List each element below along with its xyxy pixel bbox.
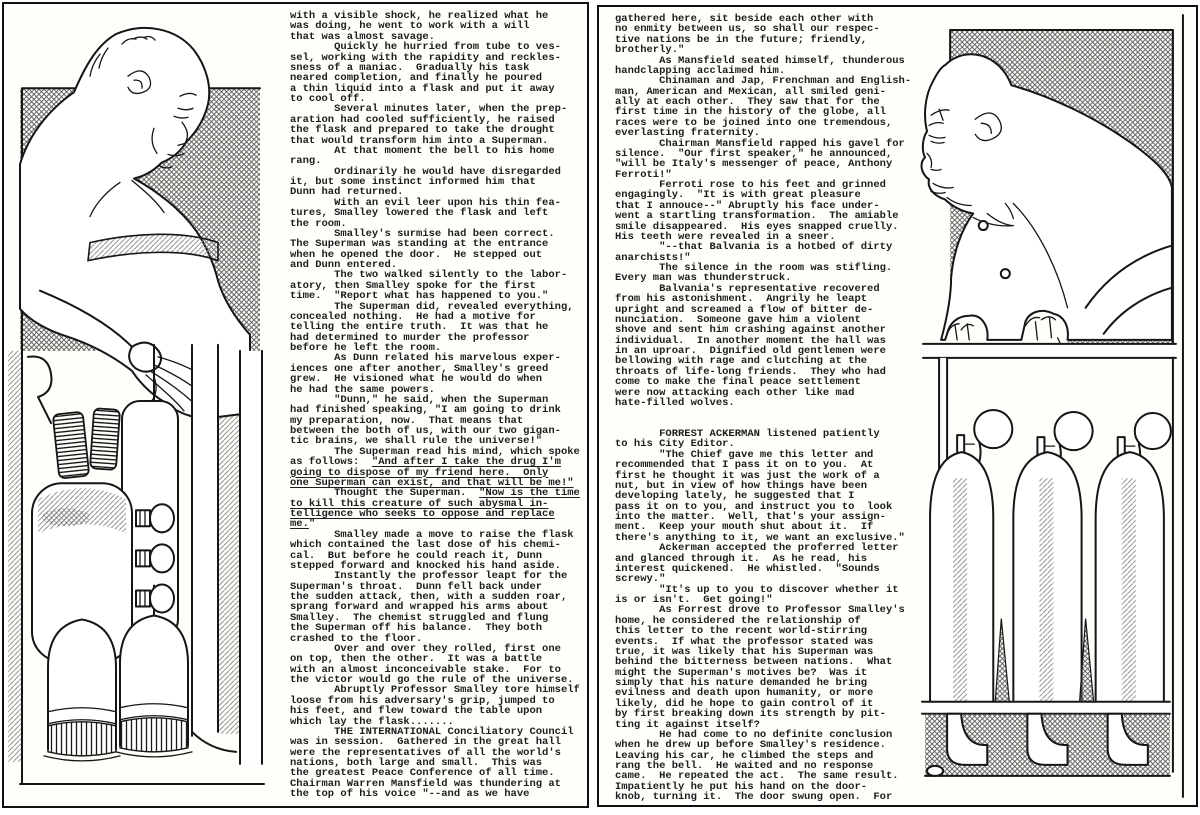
text-line: Smalley. The chemist struggled and flung <box>290 611 549 624</box>
text-line: that was almost savage. <box>290 30 435 43</box>
text-line: a thin liquid into a flask and put it away <box>290 82 555 95</box>
text-line: the flask and prepared to take the drought <box>290 124 555 137</box>
text-line: The two walked silently to the labor- <box>290 269 568 282</box>
text-line: the room. <box>290 217 347 230</box>
text-line: was doing, he went to work with a will <box>290 20 530 33</box>
text-line: As Mansfield seated himself, thunderous <box>615 54 905 67</box>
illustration-professor-at-lab-bench <box>4 4 276 806</box>
text-line: tic brains, we shall rule the universe!" <box>290 435 543 448</box>
text-line: Abruptly Professor Smalley tore himself <box>290 684 580 697</box>
text-line: that I annouce--" Abruptly his face under- <box>615 199 880 212</box>
text-line: is or isn't. Get going!" <box>615 594 773 606</box>
text-line: were the representatives of all the world's <box>290 746 561 759</box>
text-line: cal. But before he could reach it, Dunn <box>290 549 543 562</box>
text-line: knob, turning it. The door swung open. For <box>615 791 893 804</box>
text-line: "The Chief gave me this letter and <box>615 448 874 461</box>
text-line: interest quickened. He whistled. "Sounds <box>615 562 880 575</box>
text-line: Leaving his car, he climbed the steps and <box>615 749 874 762</box>
text-line: FORREST ACKERMAN listened patiently <box>615 428 880 440</box>
right-page <box>597 5 1198 807</box>
text-line: ment. Keep your mouth shut about it. If <box>615 521 874 534</box>
superman-table-drawing <box>917 7 1196 805</box>
text-line <box>615 408 915 418</box>
text-line: events. If what the professor stated was <box>615 635 874 648</box>
text-line: this letter to the recent world-stirring <box>615 625 868 638</box>
text-line: screwy." <box>615 573 666 586</box>
text-line: with an almost inconceivable stake. For to <box>290 663 561 676</box>
text-line: in an uproar. Dignified old gentlemen were <box>615 345 886 357</box>
text-line: came. He repeated the act. The same result. <box>615 770 899 783</box>
text-line: had determined to murder the professor <box>290 331 530 344</box>
left-page-text-column <box>276 4 587 806</box>
text-line: pass it on to you, and instruct you to look <box>615 500 893 513</box>
text-line: Balvania's representative recovered <box>615 282 880 295</box>
left-page <box>2 2 589 808</box>
text-line: Thought the Superman. "Now is the time <box>290 487 580 500</box>
text-line: Chairman Mansfield rapped his gavel for <box>615 137 905 150</box>
text-line: Chinaman and Jap, Frenchman and English- <box>615 75 912 88</box>
text-line: between the both of us, with our two gigan- <box>290 425 561 437</box>
text-line: the victor would go the rule of the universe. <box>290 674 574 686</box>
text-line: might the Superman's motives be? Was it <box>615 666 868 679</box>
text-line: Ferroti!" <box>615 168 672 181</box>
text-line: Ackerman accepted the proferred letter <box>615 542 899 555</box>
text-line: individual. In another moment the hall was <box>615 334 886 347</box>
text-line: that would transform him into a Superman. <box>290 134 549 147</box>
text-line: recommended that I pass it on to you. At <box>615 459 874 472</box>
text-line: first time in the history of the globe, all <box>615 106 886 119</box>
text-line: Superman's throat. Dunn fell back under <box>290 580 543 593</box>
text-line: The Superman was standing at the entrance <box>290 238 549 251</box>
text-line: by first breaking down its strength by pit- <box>615 708 886 721</box>
text-line: "will be Italy's messenger of peace, Anthony <box>615 158 893 171</box>
text-line: silence. "Our first speaker," he announced, <box>615 147 893 160</box>
text-line: when he opened the door. He stepped out <box>290 248 543 261</box>
text-line: to cool off. <box>290 93 366 105</box>
text-line: my preparation, now. That means that <box>290 414 524 427</box>
text-line: brotherly." <box>615 44 685 57</box>
text-line: it, but some instinct informed him that <box>290 176 536 188</box>
text-line: rang the bell. He waited and no response <box>615 760 874 772</box>
text-line: Smalley's surmise had been correct. <box>290 227 555 240</box>
text-line: iences one after another, Smalley's greed <box>290 362 549 375</box>
text-line: nunciation. Someone gave him a violent <box>615 313 861 326</box>
text-line: "Dunn," he said, when the Superman <box>290 393 549 406</box>
text-line: were now attacking each other like mad <box>615 386 855 399</box>
right-page-text-column <box>599 7 917 805</box>
text-line: behind the bitterness between nations. What <box>615 656 893 669</box>
text-line: The Superman read his mind, which spoke <box>290 445 580 458</box>
text-line: simply that his nature demanded he bring <box>615 677 868 689</box>
text-line: At that moment the bell to his home <box>290 144 555 157</box>
text-line: as follows: "And after I take the drug I'm <box>290 456 561 469</box>
text-line: Dunn had returned. <box>290 186 404 199</box>
text-line: Over and over they rolled, first one <box>290 642 561 655</box>
text-line: "It's up to you to discover whether it <box>615 583 899 596</box>
valve-knobs <box>136 504 174 612</box>
text-line: which contained the last dose of his chemi- <box>290 539 561 552</box>
text-line: sel, working with the rapidity and reckles- <box>290 51 561 64</box>
text-line: sness of a maniac. Gradually his task <box>290 61 530 74</box>
text-line: the top of his voice "--and as we have <box>290 788 530 801</box>
text-line: atory, then Smalley spoke for the first <box>290 279 536 292</box>
text-line: shove and sent him crashing against another <box>615 324 886 337</box>
text-line: As Dunn related his marvelous exper- <box>290 352 561 365</box>
text-line: me." <box>290 518 316 531</box>
text-line: sprang forward and wrapped his arms about <box>290 601 549 614</box>
text-line: THE INTERNATIONAL Conciliatory Council <box>290 725 574 738</box>
text-line: rang. <box>290 155 322 168</box>
text-line: He had come to no definite conclusion <box>615 728 893 741</box>
text-line: to his City Editor. <box>615 438 735 451</box>
text-line: and Dunn entered. <box>290 259 398 271</box>
text-line: true, it was likely that his Superman was <box>615 645 874 658</box>
text-line: Several minutes later, when the prep- <box>290 103 568 116</box>
text-line: telligence who seeks to oppose and replace <box>290 508 555 520</box>
text-line: to kill this creature of such abysmal in- <box>290 497 549 510</box>
text-line: evilness and death upon humanity, or more <box>615 687 874 700</box>
text-line: first he thought it was just the work of a <box>615 469 880 482</box>
text-line: Smalley made a move to raise the flask <box>290 528 574 541</box>
text-line: Ferroti rose to his feet and grinned <box>615 179 886 191</box>
text-line: one Superman can exist, and that will be me!" <box>290 476 574 489</box>
text-line: tive nations be in the future; friendly, <box>615 33 868 46</box>
text-line: with a visible shock, he realized what he <box>290 10 549 22</box>
text-line: likely, did he hope to gain control of it <box>615 697 874 710</box>
text-line: "--that Balvania is a hotbed of dirty <box>615 241 893 254</box>
text-line: had finished speaking, "I am going to drink <box>290 404 561 417</box>
text-line: ting it against itself? <box>615 718 760 731</box>
text-line: Ordinarily he would have disregarded <box>290 165 561 178</box>
text-line: the Superman off his balance. They both <box>290 622 543 635</box>
text-line: smile disappeared. His eyes snapped cruelly. <box>615 220 899 233</box>
text-line: Quickly he hurried from tube to ves- <box>290 41 561 54</box>
text-line: Instantly the professor leapt for the <box>290 570 568 583</box>
text-line: the greatest Peace Conference of all time. <box>290 767 555 780</box>
text-line: no enmity between us, so shall our respec- <box>615 23 880 36</box>
text-line: nations, both large and small. This was <box>290 757 543 769</box>
text-line: Impatiently he put his hand on the door- <box>615 780 868 793</box>
text-line: loose from his adversary's grip, jumped to <box>290 694 555 707</box>
text-line: there's anything to it, we want an exclusive." <box>615 531 905 544</box>
text-line: His teeth were revealed in a sneer. <box>615 230 836 243</box>
illustration-superman-at-council-table <box>917 7 1196 805</box>
text-line: crashed to the floor. <box>290 632 423 645</box>
text-line: everlasting fraternity. <box>615 127 760 140</box>
text-line: come to make the final peace settlement <box>615 376 861 389</box>
text-line: on top, then the other. It was a battle <box>290 653 543 666</box>
text-line: neared completion, and finally he poured <box>290 72 543 85</box>
text-line: anarchists!" <box>615 251 691 264</box>
text-line: from his astonishment. Angrily he leapt <box>615 293 868 306</box>
text-line: home, he considered the relationship of <box>615 614 861 627</box>
text-line: his feet, and flew toward the table upon <box>290 705 543 718</box>
text-line: handclapping acclaimed him. <box>615 64 786 77</box>
text-line: he had the same powers. <box>290 383 435 396</box>
text-line: which lay the flask....... <box>290 715 454 728</box>
text-line: The Superman did, revealed everything, <box>290 300 574 313</box>
text-line: went a startling transformation. The amiable <box>615 210 899 223</box>
text-line: gathered here, sit beside each other with <box>615 13 874 25</box>
text-line: bellowing with rage and clutching at the <box>615 355 868 368</box>
text-line: going to dispose of my friend here. Only <box>290 466 549 479</box>
base-shelf <box>922 702 1170 776</box>
text-line: tures, Smalley lowered the flask and left <box>290 207 549 220</box>
text-line: developing lately, he suggested that I <box>615 490 855 503</box>
text-line: Every man was thunderstruck. <box>615 272 792 285</box>
text-line: time. "Report what has happened to you." <box>290 290 549 303</box>
text-line: ally at each other. They saw that for the <box>615 96 880 108</box>
text-line: concealed nothing. He had a motive for <box>290 310 536 323</box>
text-line: telling the entire truth. It was that he <box>290 321 549 334</box>
text-line: engagingly. "It is with great pleasure <box>615 189 861 202</box>
text-line: aration had cooled sufficiently, he raised <box>290 113 555 126</box>
text-line: races were to be joined into one tremendous, <box>615 116 893 129</box>
text-line: Chairman Warren Mansfield was thundering at <box>290 777 561 790</box>
text-line: when he drew up before Smalley's residence. <box>615 739 886 752</box>
text-line: The silence in the room was stifling. <box>615 262 893 274</box>
text-line: into the matter. Well, that's your assign- <box>615 511 886 523</box>
text-line: stepped forward and knocked his hand aside. <box>290 559 561 572</box>
text-line: hate-filled wolves. <box>615 396 735 409</box>
text-line: man, American and Mexican, all smiled geni- <box>615 85 886 98</box>
text-line: throats of life-long friends. They who had <box>615 365 886 378</box>
text-line: As Forrest drove to Professor Smalley's <box>615 604 905 617</box>
text-line: grew. He visioned what he would do when <box>290 373 543 386</box>
text-line: was in session. Gathered in the great hall <box>290 736 561 749</box>
text-line: before he left the room. <box>290 342 442 354</box>
professor-lab-drawing <box>4 4 276 806</box>
text-line: upright and screamed a flow of bitter de- <box>615 303 874 316</box>
text-line: nut, but in view of how things have been <box>615 479 868 492</box>
gas-cylinders <box>930 452 1164 702</box>
text-line: the sudden attack, then, with a sudden roar, <box>290 591 568 603</box>
text-line: With an evil leer upon his thin fea- <box>290 196 561 209</box>
text-line: and glanced through it. As he read, his <box>615 552 868 565</box>
